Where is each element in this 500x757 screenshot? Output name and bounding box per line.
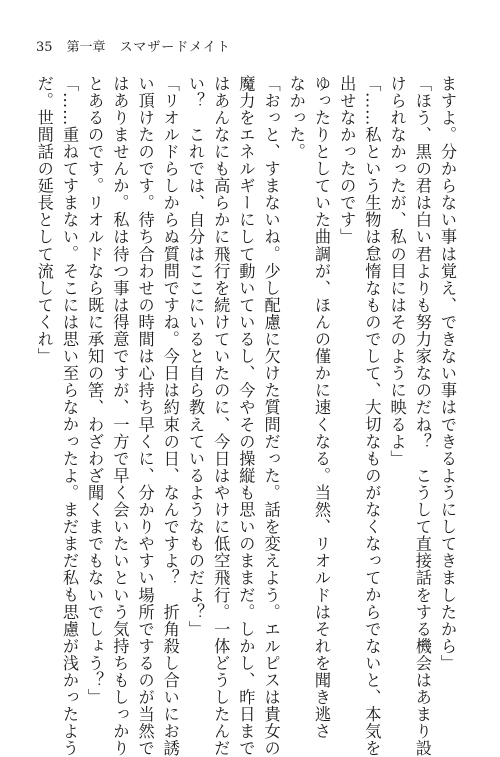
text-line: はありませんか。私は待つ事は得意ですが、一方で早く会いたいという気持ちもしっかり [110, 75, 130, 757]
text-line: い頂けたのです。待ち合わせの時間は心持ち早くに、分かりやすい場所でするのが当然で [135, 75, 155, 757]
running-head [36, 40, 231, 56]
page-number: 35 [36, 40, 53, 55]
text-line: 「……私という生物は怠惰なものでして、大切なものがなくなってからでないと、本気を [362, 75, 382, 757]
text-line: だ。世間話の延長として流してくれ」 [34, 75, 54, 365]
text-line: とあるのです。リオルドなら既に承知の筈、わざわざ聞くまでもないでしょう？」 [85, 75, 105, 706]
chapter-label: 第一章 [66, 40, 106, 55]
text-line: 「ほう、黒の君は白い君よりも努力家なのだね？ こうして直接話をする機会はあまり設 [412, 75, 432, 757]
text-line: 「リオルドらしからぬ質問ですね。今日は約束の日、なんですよ？ 折角殺し合いにお誘 [160, 75, 180, 757]
text-line: はあんなにも高らかに飛行を続けていたのに、今日はやけに低空飛行。一体どうしたんだ [211, 75, 231, 757]
text-line: 魔力をエネルギーにして動いているし、今やその操縦も思いのままだ。しかし、昨日まで [236, 75, 256, 757]
vertical-body-text [34, 75, 460, 757]
text-line: 「おっと、すまないね。少し配慮に欠けた質問だった。話を変えよう。エルピスは貴女の [261, 75, 281, 757]
chapter-title: スマザードメイト [119, 40, 231, 55]
text-line: なかった。 [286, 75, 306, 161]
text-line: ますよ。分からない事は覚え、できない事はできるようにしてきましたから」 [438, 75, 457, 672]
text-line: い？ これでは、自分はここにいると自ら教えているようなものだよ？」 [185, 75, 205, 638]
text-line: 出せなかったのです」 [337, 75, 357, 246]
text-line: 「……重ねてすまない。そこには思い至らなかったよ。まだまだ私も思慮が浅かったよう [59, 75, 79, 757]
text-line: ゆったりとしていた曲調が、ほんの僅かに速くなる。当然、リオルドはそれを聞き逃さ [311, 75, 331, 740]
text-line: けられなかったが、私の目にはそのように映るよ」 [387, 75, 407, 468]
